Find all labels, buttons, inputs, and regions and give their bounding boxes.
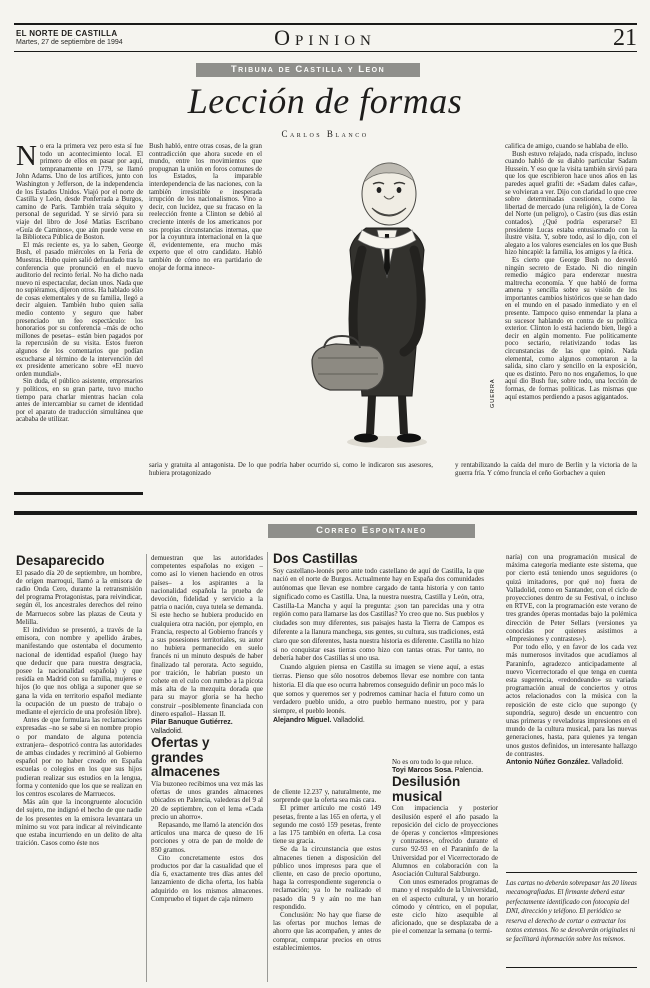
letter-paragraph: Con impaciencia y posterior desilusión esperé el año pasado la reposición del ciclo de proyecciones de óperas y conciertos «Impresiones y contrastes», ofrecido durante el curso 92-93 en el Paraninfo de la Universidad por el Vicerrectorado de Alumnos en colaboración con la Asociación Cultural Salzburgo. [392,804,498,879]
letter-paragraph: de cliente 12.237 y, naturalmente, me sorprende que la oferta sea más cara. [273,788,381,805]
article-paragraph: califica de amigo, cuando se hablaba de ello. [505,143,629,150]
letters-column-d-lower [392,758,498,984]
article-column-3 [505,143,637,490]
letter-paragraph: El individuo se presentó, a través de la emisora, con nombre y apellido árabes, manifestando que ostentaba el documento nacional de identidad español (luego hay que deducir que para nuestra desgracia, posee la nacionalidad española) y que residía en Madrid con su familia, mujeres e hijos (lo que nos obliga a suponer que se gana la vida en territorio español mediante la ocupación de un puesto de trabajo o mediante el ejercicio de una profesión libre). [16,625,142,716]
letter-paragraph: Se da la circunstancia que estos almacenes tienen a disposición del público unos impresos para que el cliente, en caso de precio oportuno, haga la correspondiente sugerencia o reclamación; ya lo he realizado el pasado día 9 y aún no me han respondido. [273,845,381,911]
masthead: EL NORTE DE CASTILLA [16,29,118,38]
letter-heading: Desilusión musical [392,774,461,804]
letters-policy-note: Las cartas no deberán sobrepasar las 20 líneas mecanografiadas. El firmante deberá estar perfectamente identificado con fotocopia del DNI, dirección y teléfono. El periódico se reserva el derecho de cortar o extractar los textos extensos. No se devolverán originales ni se facilitará información sobre los mismos. [506,880,637,944]
letter-signature: Antonio Núñez González. Valladolid. [506,759,624,767]
letter-paragraph: Con unos esmerados programas de mano y el respaldo de la Universidad, en el aspecto cultural, y un horario cómodo y céntrico, en el popular, este ciclo hizo asequible al aficionado, que se desplazaba de a pie el comenzar la semana (o termi- [392,878,498,936]
letter-paragraph: Por todo ello, y en favor de los cada vez más numerosos invitados que acudíamos al Paraninfo, agradezco anticipadamente al nuevo Vicerrectorado el que tenga en cuenta esta sugerencia, «redondeando» su variada programación anual de conciertos y otros actos relacionados con la música con la reposición de este ciclo que supongo (y supondría, seguro) desde un encuentro con unas primeras y reveladoras impresiones en el mundo de la cultura musical, para las nuevas generaciones, hasta, para quienes ya tengan unos gustos definidos, un interesante hallazgo de contrastes. [506,643,637,758]
letter-paragraph: Antes de que formulara las reclamaciones expresadas –no se sabe si en nombre propio o por mandato de alguna potencia extranjera– despotricó contra las autoridades de ambas ciudades y recriminó al Gobierno español por no haber creado en España escuelas o colegios en los que sus hijos pudieran realizar sus estudios en la lengua, forma y contenido que los que se realizan en los centros escolares de Marruecos. [16,716,142,798]
note-bottom-rule [506,967,637,968]
letter-paragraph: Cito concretamente estos dos productos por dar la casualidad que el día 6, exactamente tres días antes del lanzamiento de dicha oferta, los había adquirido en los mismos almacenes. Compruebo el tiquet de caja número [151,853,263,903]
article-paragraph: Bush habló, entre otras cosas, de la gran contradicción que ahora sucede en el mundo, entre los movimientos que propugnan la unión en foros comunes de los Estados, la imparable interdependencia de las naciones, con la también irresistible e inesperada irrupción de los nacionalismos. Vino a decir, con lucidez, que su fracaso en la reelección frente a Clinton se debió al creciente interés de los americanos por sus propias circunstancias internas, que por la coyuntura internacional en la que él, evidentemente, era mucho más experto que el otro candidato. Habló también de cómo no era partidario de enojar de forma innece- [149,143,262,272]
caricature-illustration [266,146,502,458]
illustration-signature: GUERRA [490,378,496,408]
letter-heading: Dos Castillas [273,552,358,566]
article-paragraph: Es cierto que George Bush no desveló ningún secreto de Estado. Ni dio ningún remedio mágico para enderezar nuestra maltrecha economía. Y que habló de forma amena y sencilla sobre su visión de los importantes cambios históricos que se han dado en el mundo en el pasado inmediato y en el presente. Tampoco quiso enmendar la plana a su sucesor hablando en contra de su política exterior. Clinton lo está haciendo bien, llegó a decir en algún momento. Fue políticamente poco sectario, relativizando todas las circunstancias de las que opinó. Nada elemental, como algunos comentaron a la salida, sino claro y sencillo en la exposición, que es distinto. Pero no nos engañemos, lo que aquí dio Bush fue, sobre todo, una lección de formas, de formas políticas. Las mismas que aquí estamos perdiendo a pasos agigantados. [505,256,637,401]
letter-paragraph: Soy castellano-leonés pero ante todo castellano de aquí de Castilla, la que nació en el norte de Burgos. Actualmente hay en España dos comunidades autónomas que llevan ese nombre cargado de tanta historia y con tanto significado como es Castilla. Una, la nuestra nuestra, Castilla y León, otra, Castilla-La Mancha y aquí la pregunta: ¿son tan parecidas una y otra región como para llamarse las dos Castillas? Yo creo que no. Sus pueblos y ciudades son muy diferentes, sus paisajes hasta la Tierra de Campos es diferente a la llanura manchega, sus gentes, su cultura, sus tradiciones, está claro que son diferentes, hasta nuestra historia es diferente. Castilla no hizo si no conquistar esas tierras como hizo con tantas otras. Por tanto, no debería haber dos Castillas si uno usa. [273,566,484,663]
letter-paragraph: Vía buzoneo recibimos una vez más las ofertas de unos grandes almacenes ubicados en Palencia, valederas del 9 al 20 de septiembre, con el lema «Cada precio un ahorro». [151,779,263,821]
letter-paragraph: Conclusión: No hay que fiarse de las ofertas por muchos lemas de ahorro que las acompañen, y antes de comprar, comparar precios en otros establecimientos. [273,911,381,952]
section-title: Opinion [274,25,376,50]
letter-paragraph: Repasando, me llamó la atención dos artículos una marca de queso de 16 porciones y otra de pan de molde de 850 gramos. [151,820,263,854]
article-bottom-right: y rentabilizando la caída del muro de Berlín y la victoria de la guerra fría. Y cómo fruncía el ceño Gorbachev a quien [455,462,637,477]
drop-cap: N [16,143,37,172]
letter-paragraph: naría) con una programación musical de máxima categoría mediante este sistema, que por cierto está teniendo unos seguidores (o quizá imitadores, por qué no) fuera de Valladolid, como en Santander, con el ciclo de proyecciones dentro de su Festival, o incluso en RTVE, con la programación este verano de tres grandes óperas montadas bajo la polémica dirección de Peter Sellars (versiones ya conocidas por quienes asistimos a «Impresiones y contrastes»). [506,553,637,644]
letter-paragraph: El pasado día 20 de septiembre, un hombre, de origen marroquí, llamó a la emisora de radio Onda Cero, durante la retransmisión del programa Protagonistas, para reivindicar, según él, los ancestrales derechos del reino de Marruecos sobre las plazas de Ceuta y Melilla. [16,568,142,626]
column-rule-1 [146,554,147,982]
article-paragraph: Sin duda, el público asistente, empresarios y políticos, en su gran parte, tuvo mucho tiempo para charlar mientras hacían cola antes de intercambiar su carnet de identidad por el aparato de traducción simultánea que acababa de utilizar. [16,378,143,424]
letter-signature: Pilar Banuque Gutiérrez. Valladolid. [151,719,233,736]
letter-paragraph: Cuando alguien piensa en Castilla su imagen se viene aquí, a estas tierras. Pienso que sólo nosotros debemos llevar ese nombre con tanta historia. El día que eso ocurra habremos conseguido definir un poco más lo que somos y queremos ser y podremos caminar hacia el futuro como un verdadero pueblo unido, a otro pueblo hermano nuestro, por y para siempre, el pueblo leonés. [273,663,484,716]
header-bottom-rule [14,51,637,52]
section-divider-rule [14,511,637,515]
letter-paragraph: demuestran que las autoridades competentes españolas no exigen –como así lo vienen haciendo en otros países– a los aspirantes a la nacionalidad española la prueba de devoción, fidelidad y servicio a la patria o nación, cuya tutela se demanda. Si este hecho se hubiera producido en cualquiera otra nación, por ejemplo, en Francia, respecto al Gobierno francés y a sus posesiones territoriales, su autor no hubiera permanecido en suelo francés ni un minuto después de haber finalizado tal perorata. Acto seguido, por traición, le habrían puesto un cohete en el culo con rumbo a la picota más alta de la mezquita dorada que para su mayor gloria se ha hecho construir –posiblemente financiada con dinero español– Hassan II. [151,554,263,718]
note-top-rule [506,872,637,873]
article-paragraph: El más reciente es, ya lo saben, George Bush, el pasado miércoles en la Feria de Muestras. Hubo quien salió defraudado tras la conferencia que pronunció en el nuevo auditorio del recinto ferial. No ha dicho nada nuevo ni espectacular, decían unos. Nada que no supiéramos, dijeron otros. Ha hablado sólo de cosas elementales y de su familia, llegó a decir alguien. También hubo quien salía medio contento y seguro que haber presenciado un feo espectáculo: los honorarios por su conferencia –más de ocho millones de pesetas– están bien pagados por la repercusión de su visita. Estos fueron algunos de los comentarios que podían escucharse al término de la intervención del ex presidente americano sobre «El nuevo orden mundial». [16,241,143,378]
tribuna-kicker-badge: Tribuna de Castilla y Leon [196,63,420,77]
letter-paragraph: Más aún que la incongruente alocución del sujeto, me indignó el hecho de que nadie de los presentes en la emisora levantara un mínimo su voz para indicar al reivindicante que estaba incurriendo en un delito de alta traición. Casos como éste nos [16,798,142,848]
letter-heading: Desaparecido [16,554,105,568]
article-paragraph: Bush estuvo relajado, nada crispado, incluso cuando habló de su diablo particular Sadam Hussein. Y eso que la visita también sirvió para que los que escribieron hace unos años en las paredes aquel grafiti de: «Sadam dales caña», se volvieran a ver. Dijo con claridad lo que cree sobre determinadas cuestiones, como la libertad de mercado (una religión), la de Corea del Norte (un peligro), o Castro (sus días están contados). ¿Qué podría esperarse? El presidente Lucas estaba entusiasmado con la ilustre visita. Y, sobre todo, así lo dijo, con el alegato a los valores esenciales en los que Bush hizo hincapié: la familia, los amigos y la ética. [505,150,637,257]
letter-paragraph: No es oro todo lo que reluce. [392,758,474,766]
bush-caricature-drawing [266,146,502,458]
letters-column-b [151,554,263,984]
letters-column-e [506,553,637,857]
letters-column-c-lower [273,788,381,984]
column-end-rule [14,492,143,495]
letter-paragraph: El primer artículo me costó 149 pesetas, frente a las 165 en oferta, y el segundo me costó 159 pesetas, frente a las 175 también en oferta. La cosa tiene su gracia. [273,804,381,846]
article-bottom-left: saria y gratuita al antagonista. De lo que podría haber ocurrido si, como le indicaron sus asesores, hubiera protagonizado [149,462,433,477]
article-column-2 [149,143,262,459]
correo-kicker-badge: Correo Espontaneo [268,524,475,538]
letter-desaparecido [16,554,142,984]
letter-signature: Alejandro Miguel. Valladolid. [273,717,365,725]
article-headline: Lección de formas [187,81,463,121]
page-number: 21 [613,25,637,51]
article-column-1 [16,143,143,483]
letter-dos-castillas [273,552,484,776]
edition-date: Martes, 27 de septiembre de 1994 [16,39,123,46]
letter-signature: Toyi Marcos Sosa. Palencia. [392,767,484,775]
article-byline: Carlos Blanco [281,129,369,139]
letter-heading: Ofertas y grandes almacenes [151,735,221,780]
column-rule-2 [267,552,268,982]
article-paragraph: No era la primera vez pero esta sí fue todo un acontecimiento local. El primero de ellos en pasar por aquí, tempranamente en 1779, se llamó John Adams. Uno de los artífices, junto con Washington y Jefferson, de la independencia de los Estados Unidos. Viajó por el norte de Castilla y León, desde Ponferrada a Burgos, camino de París. También traía séquito y personal de seguridad. Y se sirvió para su viaje del libro de José Matías Escribano «Guía de Caminos», que aún puede verse en la Biblioteca Pública de Boston. [16,143,143,242]
